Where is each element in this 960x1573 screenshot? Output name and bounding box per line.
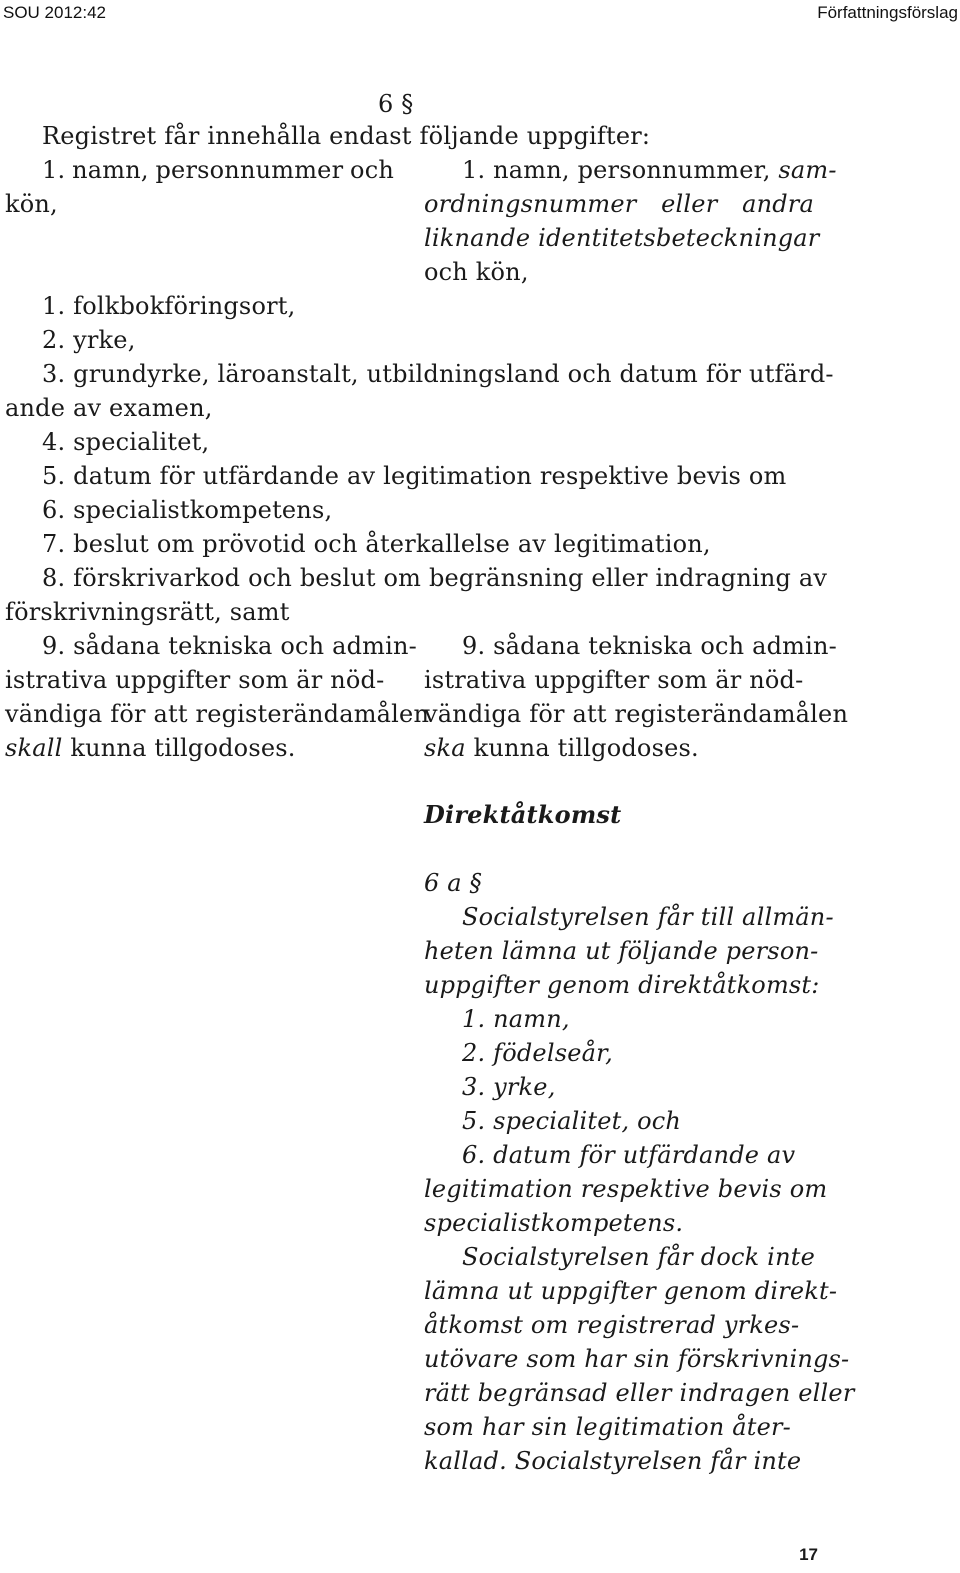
list-item: 1. folkbokföringsort, [42,292,296,320]
direct-access-list-item: 5. specialitet, och [462,1107,682,1135]
section-title: Författningsförslag [817,3,958,22]
word: namn, [72,156,149,184]
document-id: SOU 2012:42 [3,3,107,22]
right-item-9-italic-word: ska [424,734,466,762]
right-item-9-line-1: 9. sådana tekniska och admin- [462,632,837,660]
direct-access-line: legitimation respektive bevis om [424,1175,828,1203]
word: 1. [42,156,66,184]
direct-access-line: heten lämna ut följande person- [424,937,819,965]
direct-access-line: Socialstyrelsen får till allmän- [462,903,834,931]
list-item: 5. datum för utfärdande av legitimation respektive bevis om [42,462,787,490]
right-item-1-line-4: och kön, [424,258,529,286]
page-number: 17 [799,1545,818,1564]
left-item-1-line-1 [42,153,394,187]
right-item-9-line-4 [424,731,699,765]
direct-access-line: utövare som har sin förskrivnings- [424,1345,850,1373]
intro-text: Registret får innehålla endast följande uppgifter: [42,122,651,150]
direct-access-line: specialistkompetens. [424,1209,684,1237]
right-item-1-lead: 1. namn, personnummer, [462,156,771,184]
right-item-9-tail: kunna tillgodoses. [473,734,699,762]
direct-access-list-item: 6. datum för utfärdande av [462,1141,796,1169]
right-item-9-line-2: istrativa uppgifter som är nöd- [424,666,804,694]
direct-access-list-item: 2. födelseår, [462,1039,613,1067]
right-item-1-line-1 [462,153,837,187]
left-item-9-line-3: vändiga för att registerändamålen [5,700,430,728]
right-item-9-line-3: vändiga för att registerändamålen [424,700,849,728]
word: eller [661,190,718,218]
direct-access-line: åtkomst om registrerad yrkes- [424,1311,800,1339]
list-item: 4. specialitet, [42,428,210,456]
left-item-9-line-2: istrativa uppgifter som är nöd- [5,666,385,694]
left-item-9-italic-word: skall [5,734,63,762]
list-item: 3. grundyrke, läroanstalt, utbildningsland och datum för utfärd- [42,360,834,388]
direct-access-heading: Direktåtkomst [424,800,622,829]
direct-access-list-item: 1. namn, [462,1005,570,1033]
direct-access-line: rätt begränsad eller indragen eller [424,1379,855,1407]
word: och [350,156,394,184]
section-heading: 6 § [378,90,414,118]
right-item-1-line-2 [424,187,814,221]
word: andra [742,190,814,218]
list-item-continuation: förskrivningsrätt, samt [5,598,290,626]
list-item: 7. beslut om prövotid och återkallelse av legitimation, [42,530,711,558]
direct-access-line: uppgifter genom direktåtkomst: [424,971,820,999]
list-item: 2. yrke, [42,326,136,354]
direct-access-line: Socialstyrelsen får dock inte [462,1243,815,1271]
direct-access-line: kallad. Socialstyrelsen får inte [424,1447,802,1475]
list-item: 8. förskrivarkod och beslut om begränsning eller indragning av [42,564,828,592]
direct-access-line: som har sin legitimation åter- [424,1413,791,1441]
word: ordningsnummer [424,190,637,218]
left-item-9-line-4 [5,731,296,765]
section-6a-heading: 6 a § [424,869,482,897]
word: personnummer [155,156,344,184]
left-item-9-tail: kunna tillgodoses. [70,734,296,762]
direct-access-line: lämna ut uppgifter genom direkt- [424,1277,838,1305]
list-item: 6. specialistkompetens, [42,496,333,524]
direct-access-list-item: 3. yrke, [462,1073,556,1101]
right-item-1-line-3: liknande identitetsbeteckningar [424,224,820,252]
left-item-9-line-1: 9. sådana tekniska och admin- [42,632,417,660]
list-item-continuation: ande av examen, [5,394,213,422]
left-item-1-line-2: kön, [5,190,58,218]
right-item-1-italic-tail: sam- [778,156,837,184]
